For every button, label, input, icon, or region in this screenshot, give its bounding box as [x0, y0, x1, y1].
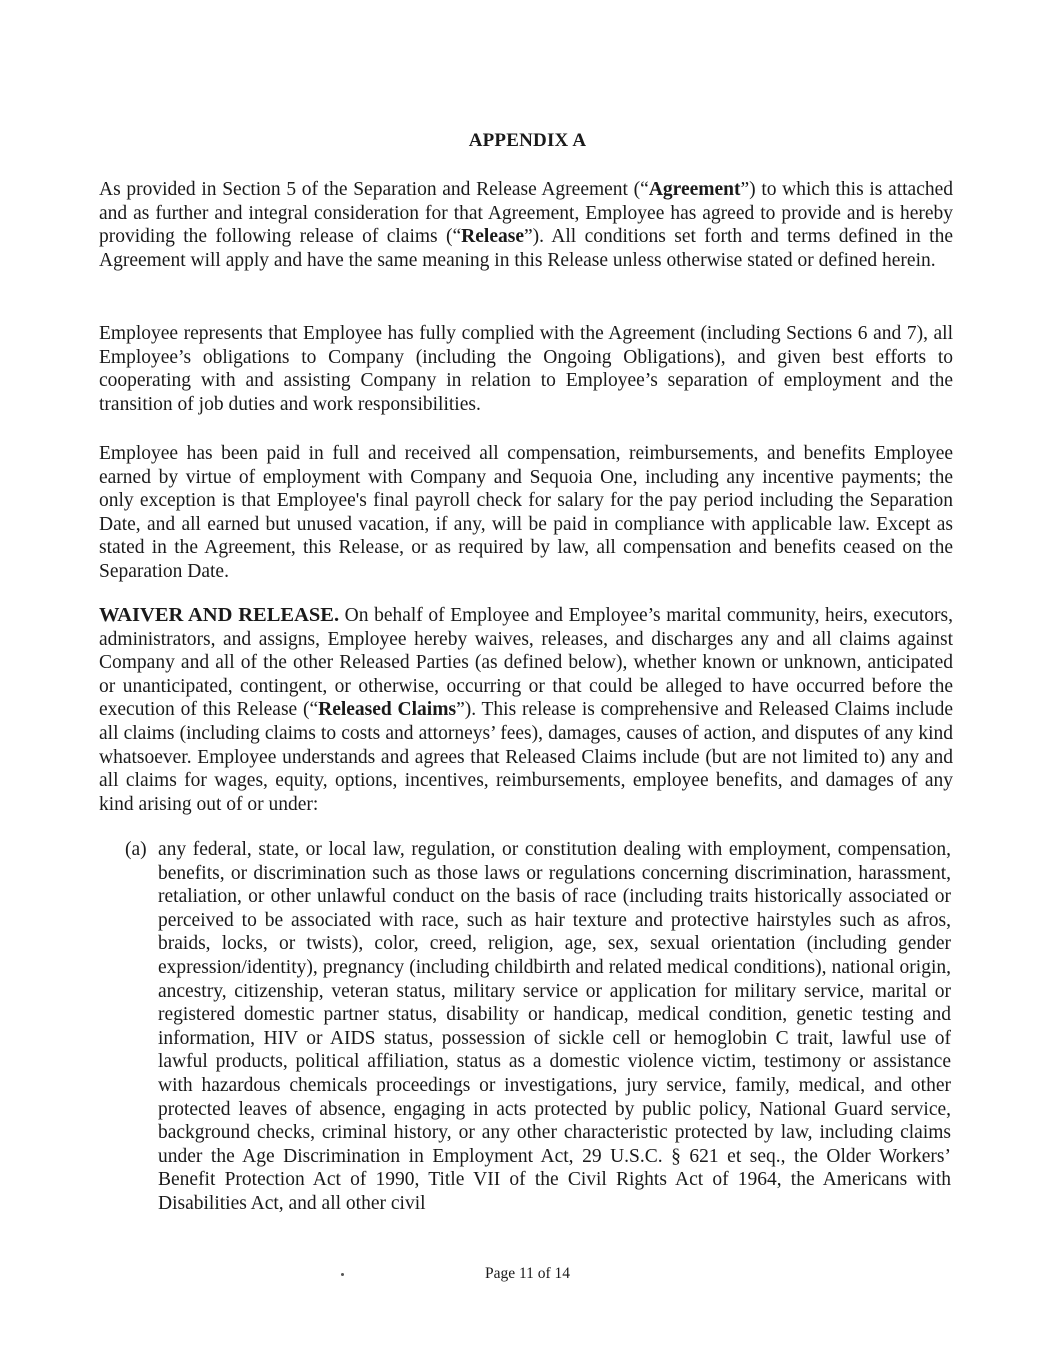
waiver-paragraph [99, 604, 953, 816]
page-title: APPENDIX A [468, 130, 587, 151]
intro-text-2: ”) to which this is attached and as further and integral consideration for that Agreement, Employee has agreed to provide and is hereby providing the following release of claims (“ [99, 179, 954, 248]
list-item-a [125, 838, 951, 1216]
compliance-paragraph: Employee represents that Employee has fully complied with the Agreement (including Sections 6 and 7), all Employee’s obligations to Company (including the Ongoing Obligations), and given best efforts to cooperating with and assisting Company in relation to Employee’s separation of employment and the transition of job duties and work responsibilities. [99, 323, 953, 415]
compensation-paragraph: Employee has been paid in full and received all compensation, reimbursements, and benefits Employee earned by virtue of employment with Company and Sequoia One, including any incentive payments; the only exception is that Employee's final payroll check for salary for the pay period including the Separation Date, and all earned but unused vacation, if any, will be paid in compliance with applicable law. Except as stated in the Agreement, this Release, or as required by law, all compensation and benefits ceased on the Separation Date. [99, 443, 953, 582]
waiver-heading: WAIVER AND RELEASE. [99, 604, 340, 626]
release-term: Release [461, 226, 524, 248]
agreement-term: Agreement [648, 179, 741, 200]
intro-text-3: ”). All conditions set forth and terms defined in the Agreement will apply and have the same meaning in this Release unless otherwise stated or defined herein. [99, 226, 953, 271]
list-item-label: (a) [125, 839, 147, 860]
released-claims-term: Released Claims [318, 699, 457, 721]
page-number: Page 11 of 14 [484, 1265, 571, 1282]
intro-paragraph [99, 178, 953, 272]
intro-text-1: As provided in Section 5 of the Separation and Release Agreement (“ [99, 179, 649, 200]
waiver-text-1: On behalf of Employee and Employee’s marital community, heirs, executors, administrators, and assigns, Employee hereby waives, releases, and discharges any and all claims against Company and all of the other Released Parties (as defined below), whether known or unknown, anticipated or unanticipated, contingent, or otherwise, occurring or that could be alleged to have occurred before the execution of this Release (“ [99, 605, 954, 721]
list-item-text: any federal, state, or local law, regulation, or constitution dealing with employment, compensation, benefits, or discrimination such as those laws or regulations concerning discrimination, harassment, retaliation, or other unlawful conduct on the basis of race (including traits historically associated or perceived to be associated with race, such as hair texture and protective hairstyles such as afros, braids, locks, or twists), color, creed, religion, age, sex, sexual orientation (including gender expression/identity), pregnancy (including childbirth and related medical conditions), national origin, ancestry, citizenship, veteran status, military service or application for military service, marital or registered domestic partner status, disability or handicap, medical condition, genetic testing and information, HIV or AIDS status, possession of sickle cell or hemoglobin C trait, lawful use of lawful products, political affiliation, status as a domestic violence victim, testimony or assistance with hazardous chemicals proceedings or investigations, jury service, family, medical, and other protected leaves of absence, engaging in acts protected by public policy, National Guard service, background checks, criminal history, or any other characteristic protected by law, including claims under the Age Discrimination in Employment Act, 29 U.S.C. § 621 et seq., the Older Workers’ Benefit Protection Act of 1990, Title VII of the Civil Rights Act of 1964, the Americans with Disabilities Act, and all other civil [158, 839, 951, 1214]
waiver-text-2: ”). This release is comprehensive and Released Claims include all claims (including claims to costs and attorneys’ fees), damages, causes of action, and disputes of any kind whatsoever. Employee understands and agrees that Released Claims include (but are not limited to) any and all claims for wages, equity, options, incentives, reimbursements, employee benefits, and damages of any kind arising out of or under: [99, 699, 953, 815]
